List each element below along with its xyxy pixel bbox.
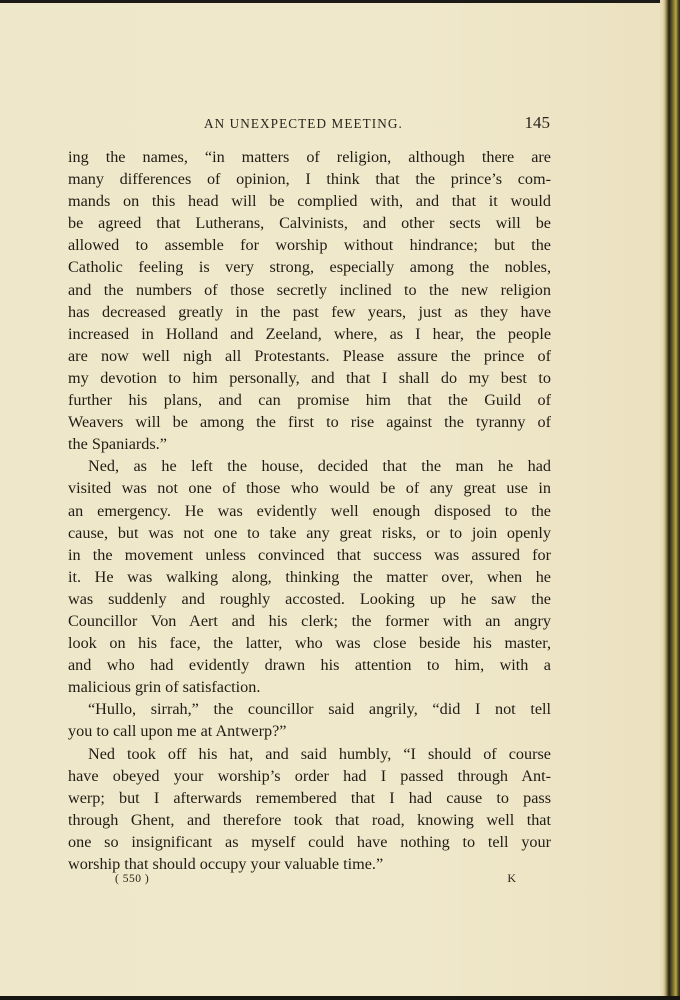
page-bottom-edge [0, 996, 680, 1000]
text-line: allowed to assemble for worship without hindrance; but the [68, 236, 551, 255]
text-line: ing the names, “in matters of religion, although there are [68, 148, 551, 166]
text-line: malicious grin of satisfaction. [68, 678, 261, 697]
text-line: it. He was walking along, thinking the matter over, when he [68, 567, 551, 586]
text-line: visited was not one of those who would be of any great use in [68, 479, 551, 498]
text-line: be agreed that Lutherans, Calvinists, and other sects will be [68, 214, 551, 233]
text-line: have obeyed your worship’s order had I passed through Ant- [68, 766, 551, 785]
body-text [68, 146, 551, 875]
text-line: through Ghent, and therefore took that road, knowing well that [68, 810, 551, 829]
book-binding-edge [660, 0, 680, 1000]
page-top-edge [0, 0, 662, 3]
text-line: in the movement unless convinced that success was assured for [68, 545, 551, 564]
text-line: was suddenly and roughly accosted. Looking up he saw the [68, 589, 551, 608]
text-line: Councillor Von Aert and his clerk; the former with an angry [68, 611, 551, 630]
text-line: Ned took off his hat, and said humbly, “I should of course [88, 744, 551, 763]
text-line: has decreased greatly in the past few years, just as they have [68, 302, 551, 321]
text-line: are now well nigh all Protestants. Please assure the prince of [68, 346, 551, 365]
text-line: Weavers will be among the first to rise against the tyranny of [68, 413, 551, 432]
text-line: and who had evidently drawn his attention to him, with a [68, 656, 551, 675]
text-line: mands on this head will be complied with, and that it would [68, 192, 551, 211]
text-line: the Spaniards.” [68, 435, 167, 454]
page-footer [68, 871, 552, 891]
text-line: “Hullo, sirrah,” the councillor said angrily, “did I not tell [88, 700, 551, 719]
text-line: one so insignificant as myself could have nothing to tell your [68, 832, 551, 851]
text-line: look on his face, the latter, who was close beside his master, [68, 634, 551, 653]
text-line: and the numbers of those secretly inclined to the new religion [68, 280, 551, 299]
signature-letter: K [507, 871, 516, 885]
page-number: 145 [524, 113, 550, 132]
text-line: worship that should occupy your valuable time.” [68, 855, 384, 873]
text-line: many differences of opinion, I think that the prince’s com- [68, 170, 551, 189]
page-header [68, 113, 552, 135]
text-line: cause, but was not one to take any great risks, or to join openly [68, 523, 551, 542]
text-line: Ned, as he left the house, decided that the man he had [88, 457, 551, 476]
text-line: increased in Holland and Zeeland, where, as I hear, the people [68, 324, 551, 343]
signature-number: ( 550 ) [115, 873, 150, 885]
text-line: an emergency. He was evidently well enough disposed to the [68, 501, 551, 520]
text-line: further his plans, and can promise him that the Guild of [68, 391, 551, 410]
text-line: you to call upon me at Antwerp?” [68, 722, 287, 741]
text-line: werp; but I afterwards remembered that I had cause to pass [68, 788, 551, 807]
text-line: my devotion to him personally, and that I shall do my best to [68, 368, 551, 387]
text-line: Catholic feeling is very strong, especially among the nobles, [68, 258, 551, 277]
running-title: AN UNEXPECTED MEETING. [204, 116, 403, 131]
